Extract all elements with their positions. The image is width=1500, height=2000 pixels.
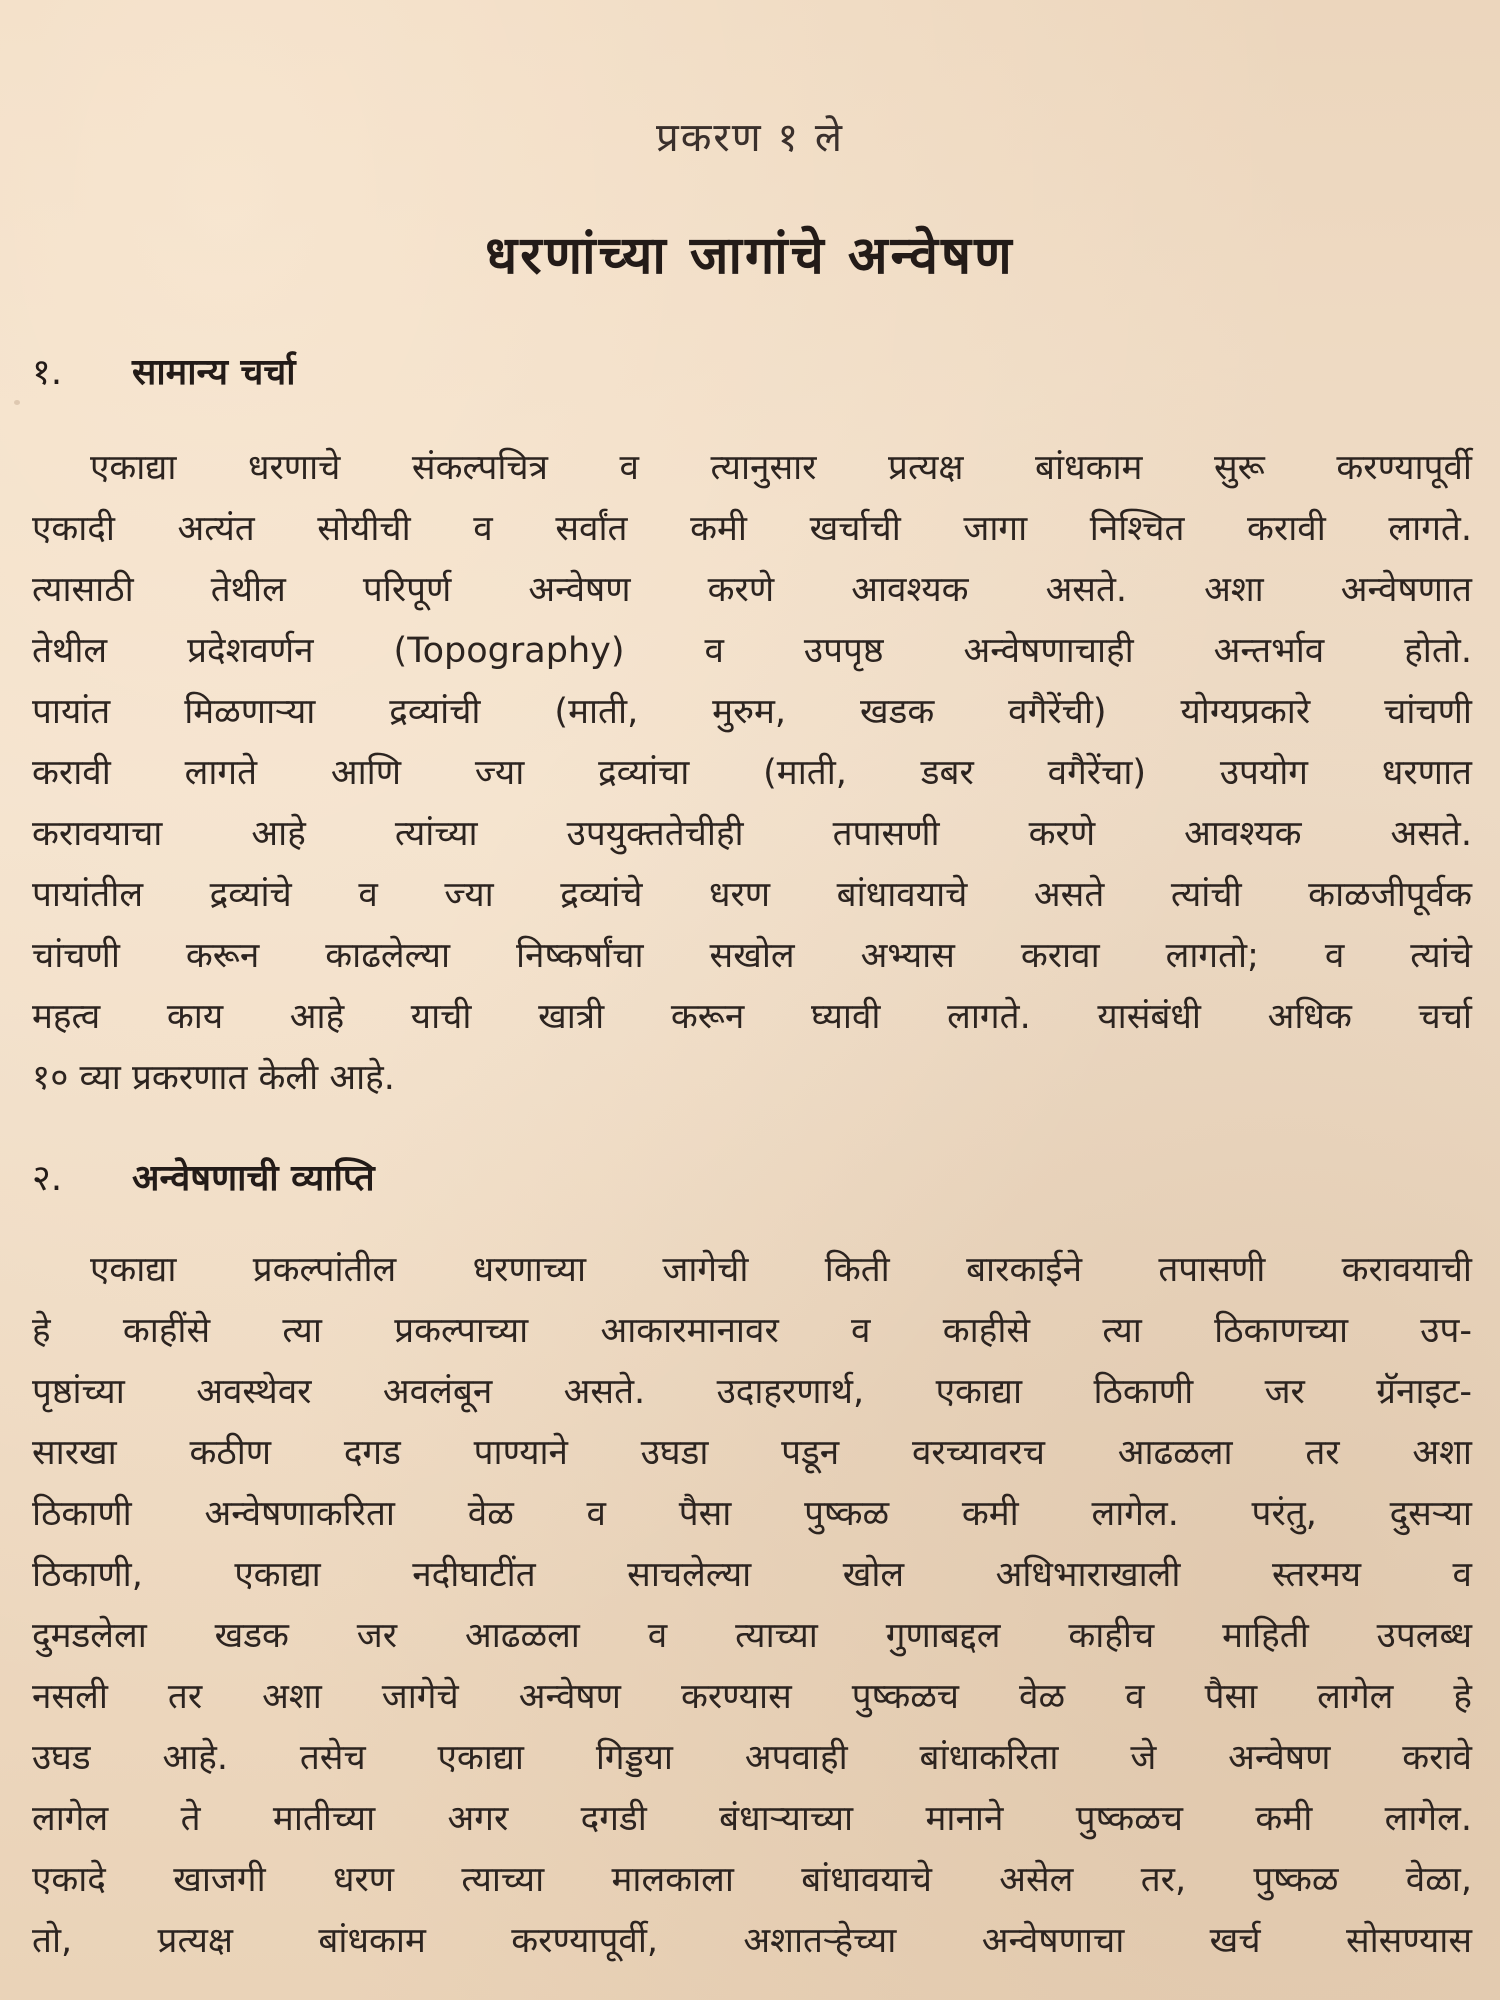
paragraph-scope-of-investigation: [32, 1240, 1472, 1972]
section-title: सामान्य चर्चा: [132, 352, 296, 393]
text-line: नसली तर अशा जागेचे अन्वेषण करण्यास पुष्कळच वेळ व पैसा लागेल हे: [32, 1677, 1472, 1717]
chapter-title: धरणांच्या जागांचे अन्वेषण: [485, 226, 1015, 286]
text-line: तो, प्रत्यक्ष बांधकाम करण्यापूर्वी, अशातऱ्हेच्या अन्वेषणाचा खर्च सोसण्यास: [32, 1921, 1472, 1961]
text-line: हे काहींसे त्या प्रकल्पाच्या आकारमानावर व काहीसे त्या ठिकाणच्या उप-: [32, 1311, 1472, 1351]
text-line: एकादी अत्यंत सोयीची व सर्वांत कमी खर्चाची जागा निश्चित करावी लागते.: [32, 509, 1472, 549]
text-line: चांचणी करून काढलेल्या निष्कर्षांचा सखोल अभ्यास करावा लागतो; व त्यांचे: [32, 936, 1472, 976]
text-line: लागेल ते मातीच्या अगर दगडी बंधाऱ्याच्या मानाने पुष्कळच कमी लागेल.: [32, 1799, 1472, 1839]
ink-spot: [14, 400, 20, 405]
text-line: करावी लागते आणि ज्या द्रव्यांचा (माती, डबर वगैरेंचा) उपयोग धरणात: [32, 753, 1472, 793]
text-line: एकादे खाजगी धरण त्याच्या मालकाला बांधावयाचे असेल तर, पुष्कळ वेळा,: [32, 1860, 1472, 1900]
text-line: उघड आहे. तसेच एकाद्या गिड्डया अपवाही बांधाकरिता जे अन्वेषण करावे: [32, 1738, 1472, 1778]
paragraph-general-discussion: [32, 438, 1472, 1109]
text-line: तेथील प्रदेशवर्णन (Topography) व उपपृष्ठ अन्वेषणाचाही अन्तर्भाव होतो.: [32, 631, 1472, 671]
text-line: ठिकाणी, एकाद्या नदीघाटींत साचलेल्या खोल अधिभाराखाली स्तरमय व: [32, 1555, 1472, 1595]
text-line: पृष्ठांच्या अवस्थेवर अवलंबून असते. उदाहरणार्थ, एकाद्या ठिकाणी जर ग्रॅनाइट-: [32, 1372, 1472, 1412]
text-line: पायांतील द्रव्यांचे व ज्या द्रव्यांचे धरण बांधावयाचे असते त्यांची काळजीपूर्वक: [32, 875, 1472, 915]
text-line: सारखा कठीण दगड पाण्याने उघडा पडून वरच्यावरच आढळला तर अशा: [32, 1433, 1472, 1473]
text-line: १० व्या प्रकरणात केली आहे.: [32, 1058, 395, 1098]
section-heading-2: [32, 1152, 375, 1201]
text-line: त्यासाठी तेथील परिपूर्ण अन्वेषण करणे आवश्यक असते. अशा अन्वेषणात: [32, 570, 1472, 610]
section-title: अन्वेषणाची व्याप्ति: [132, 1158, 375, 1199]
chapter-label: प्रकरण १ ले: [655, 115, 845, 161]
text-line: महत्व काय आहे याची खात्री करून घ्यावी लागते. यासंबंधी अधिक चर्चा: [32, 997, 1472, 1037]
text-line: एकाद्या धरणाचे संकल्पचित्र व त्यानुसार प्रत्यक्ष बांधकाम सुरू करण्यापूर्वी: [90, 448, 1472, 488]
text-line: ठिकाणी अन्वेषणाकरिता वेळ व पैसा पुष्कळ कमी लागेल. परंतु, दुसऱ्या: [32, 1494, 1472, 1534]
text-line: एकाद्या प्रकल्पांतील धरणाच्या जागेची किती बारकाईने तपासणी करावयाची: [90, 1250, 1472, 1290]
text-line: पायांत मिळणाऱ्या द्रव्यांची (माती, मुरुम, खडक वगैरेंची) योग्यप्रकारे चांचणी: [32, 692, 1472, 732]
text-line: करावयाचा आहे त्यांच्या उपयुक्ततेचीही तपासणी करणे आवश्यक असते.: [32, 814, 1472, 854]
section-number: १.: [32, 352, 63, 393]
section-number: २.: [32, 1158, 63, 1199]
section-heading-1: [32, 346, 296, 395]
text-line: दुमडलेला खडक जर आढळला व त्याच्या गुणाबद्दल काहीच माहिती उपलब्ध: [32, 1616, 1472, 1656]
